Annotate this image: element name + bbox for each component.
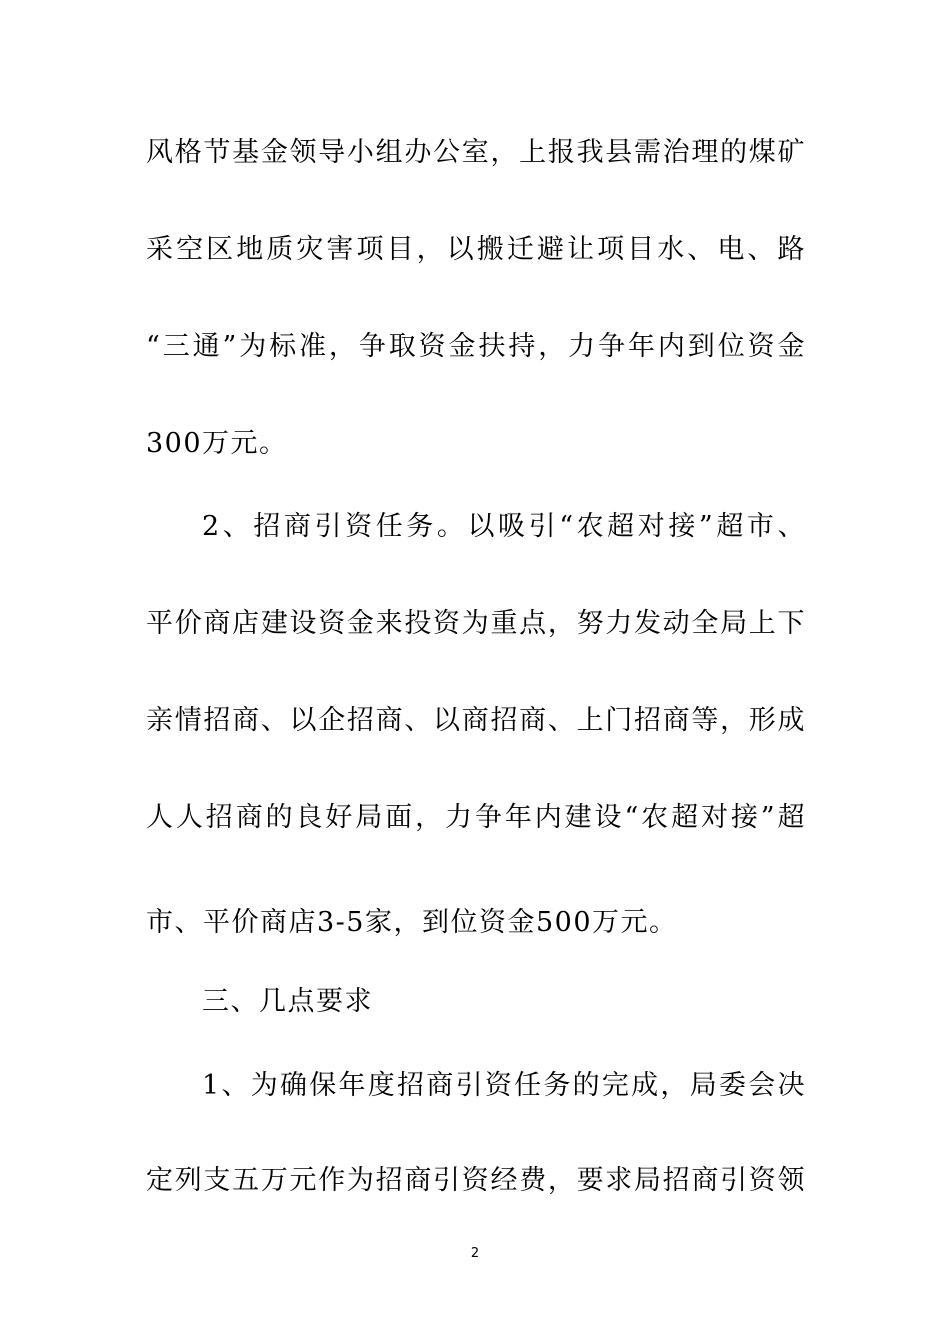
- text-line-6: 平价商店建设资金来投资为重点，努力发动全局上下: [146, 608, 806, 639]
- text-line-11: 1、为确保年度招商引资任务的完成，局委会决: [202, 1070, 806, 1101]
- text-line-5: 2、招商引资任务。以吸引“农超对接”超市、: [202, 511, 806, 542]
- text-line-3: “三通”为标准，争取资金扶持，力争年内到位资金: [146, 331, 806, 362]
- text-line-1: 风格节基金领导小组办公室，上报我县需治理的煤矿: [146, 137, 806, 168]
- text-line-8: 人人招商的良好局面，力争年内建设“农超对接”超: [146, 802, 806, 833]
- section-heading: 三、几点要求: [202, 986, 373, 1017]
- text-line-4: 300万元。: [146, 428, 288, 459]
- text-line-9: 市、平价商店3-5家，到位资金500万元。: [146, 907, 678, 938]
- page-number: 2: [470, 1246, 480, 1261]
- text-line-2: 采空区地质灾害项目，以搬迁避让项目水、电、路: [146, 234, 806, 265]
- text-line-7: 亲情招商、以企招商、以商招商、上门招商等，形成: [146, 705, 806, 736]
- text-line-12: 定列支五万元作为招商引资经费，要求局招商引资领: [146, 1165, 806, 1196]
